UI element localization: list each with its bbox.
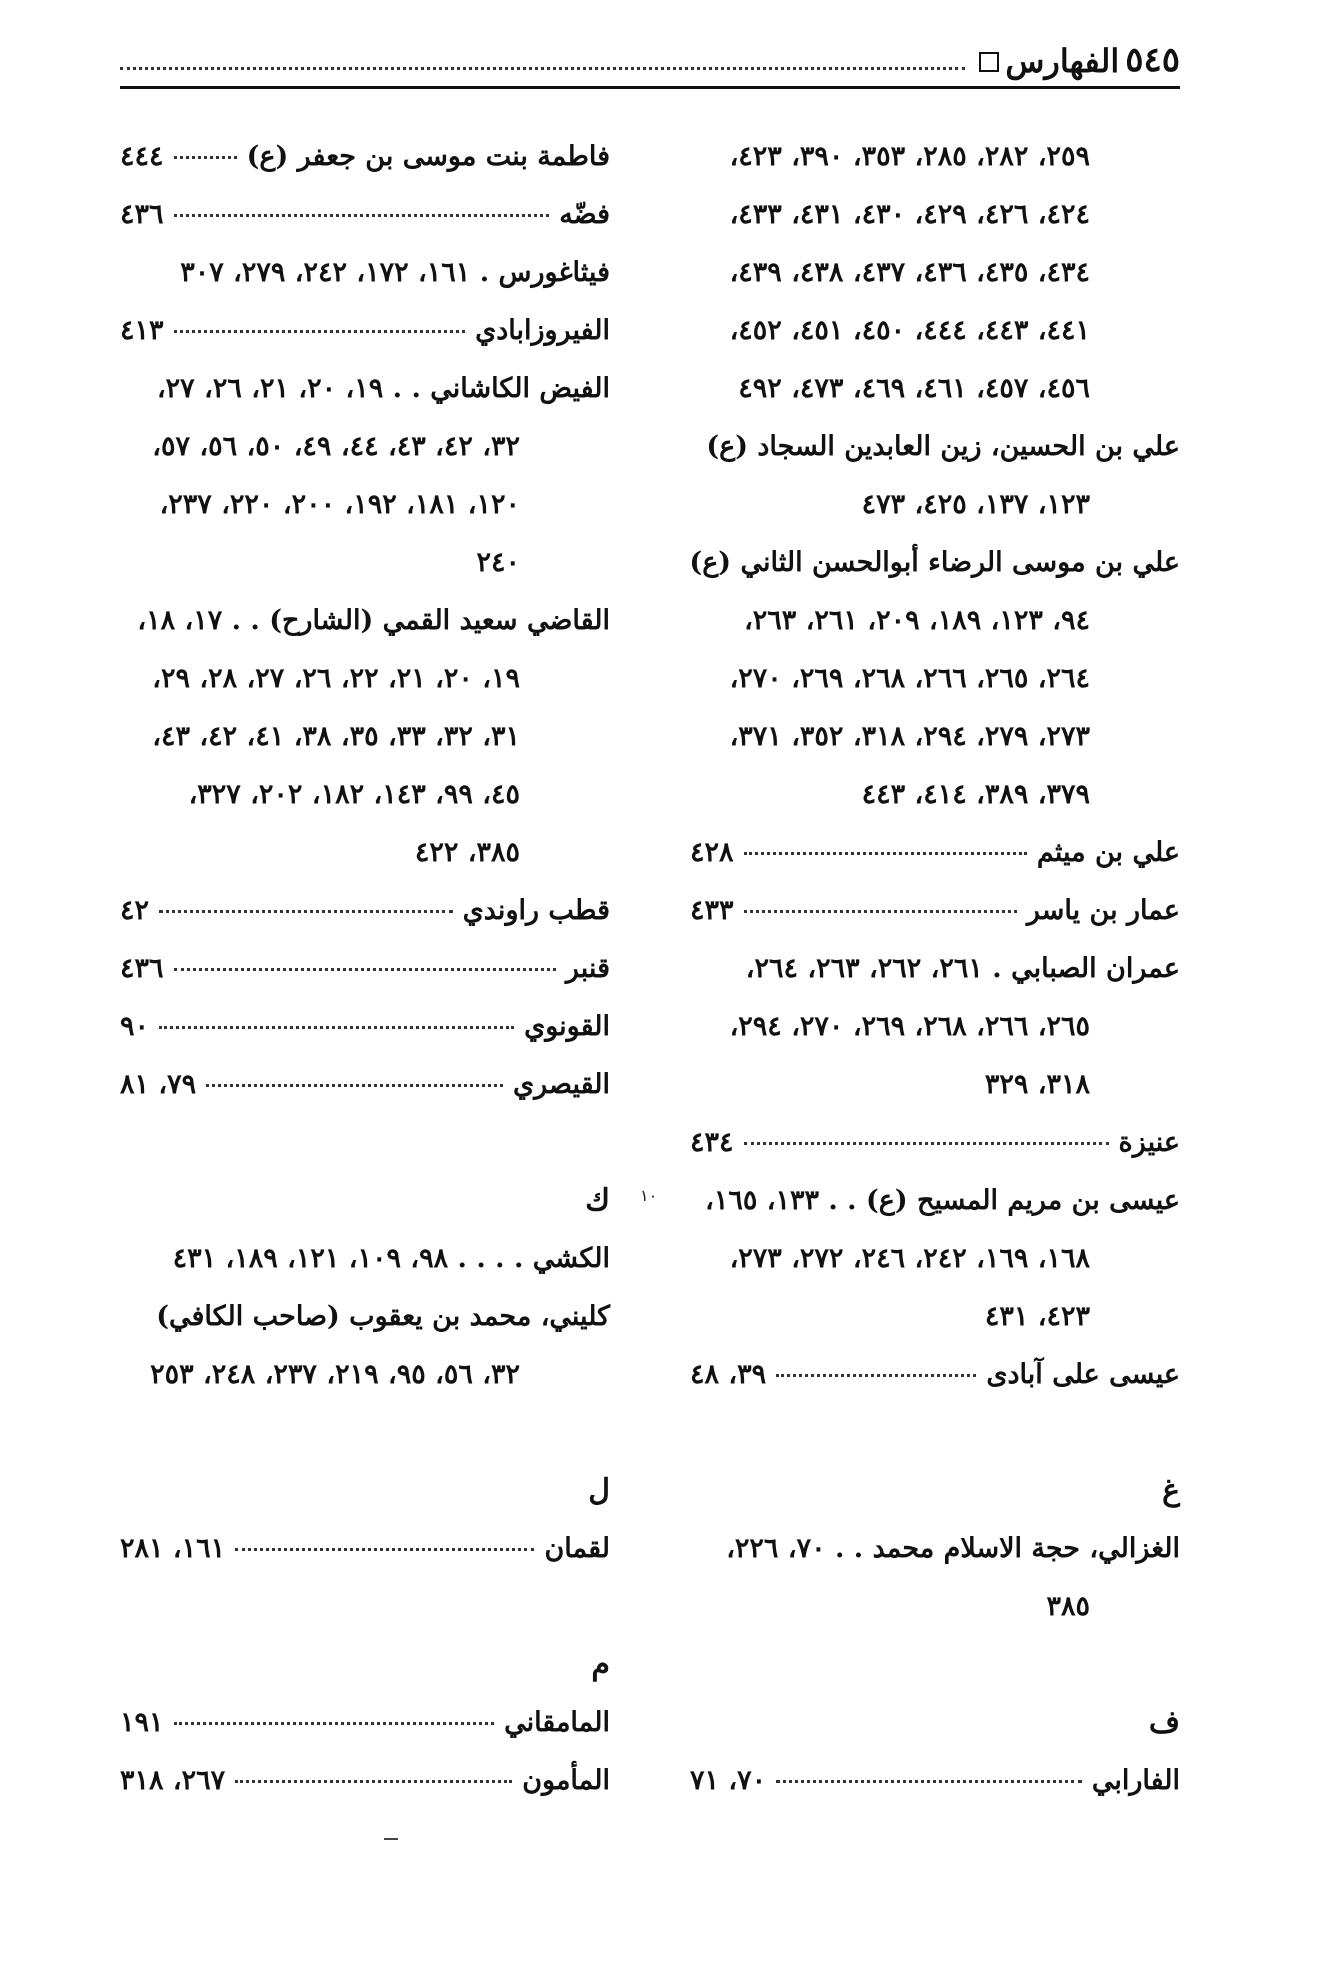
page-refs: ٢٦٥، ٢٦٦، ٢٦٨، ٢٦٩، ٢٧٠، ٢٩٤، (729, 1011, 1090, 1042)
section-gap (120, 1578, 610, 1636)
entry-pages: ٤٢ (120, 895, 150, 926)
page-refs: ٤٥٦، ٤٥٧، ٤٦١، ٤٦٩، ٤٧٣، ٤٩٢ (738, 373, 1090, 404)
letter-heading: ف (1148, 1705, 1180, 1740)
entry-name: فضّه (559, 199, 610, 230)
page-header (120, 36, 1180, 80)
index-entry (690, 1114, 1180, 1172)
entry-text: عمران الصبابي . ٢٦١، ٢٦٢، ٢٦٣، ٢٦٤، (745, 953, 1180, 984)
entry-pages: ٤٢٨ (690, 837, 734, 868)
entry-text: القاضي سعيد القمي (الشارح) . . ١٧، ١٨، (137, 605, 610, 636)
page-refs-continuation (690, 998, 1180, 1056)
page-refs: ٤٤١، ٤٤٣، ٤٤٤، ٤٥٠، ٤٥١، ٤٥٢، (729, 315, 1090, 346)
index-entry-heading (690, 534, 1180, 592)
section-letter (120, 1172, 610, 1230)
page-refs: ١٢٠، ١٨١، ١٩٢، ٢٠٠، ٢٢٠، ٢٣٧، (159, 489, 520, 520)
page-refs-continuation (120, 476, 610, 534)
entry-pages: ٤١٣ (120, 315, 164, 346)
header-leader-dots (120, 66, 965, 70)
entry-text: فيثاغورس . ١٦١، ١٧٢، ٢٤٢، ٢٧٩، ٣٠٧ (180, 257, 610, 288)
entry-name: علي بن الحسين، زين العابدين السجاد (ع) (706, 431, 1180, 462)
leader-dots (744, 1141, 1109, 1145)
entry-pages: ٤٣٦ (120, 199, 164, 230)
index-entry (120, 882, 610, 940)
entry-name: الفارابي (1091, 1765, 1180, 1796)
header-rule (120, 86, 1180, 89)
page-refs-continuation (120, 708, 610, 766)
page-refs-continuation (120, 418, 610, 476)
entry-pages: ١٩١ (120, 1707, 164, 1738)
section-gap (120, 1404, 610, 1462)
page-refs: ٢٦٤، ٢٦٥، ٢٦٦، ٢٦٨، ٢٦٩، ٢٧٠، (729, 663, 1090, 694)
entry-name: المامقاني (504, 1707, 610, 1738)
section-gap (690, 1636, 1180, 1694)
leader-dots (235, 1779, 512, 1783)
index-entry-heading (690, 418, 1180, 476)
index-entry (120, 186, 610, 244)
page-refs: ٣٢، ٤٢، ٤٣، ٤٤، ٤٩، ٥٠، ٥٦، ٥٧، (152, 431, 520, 462)
page-refs-continuation (690, 186, 1180, 244)
letter-heading: م (591, 1647, 610, 1682)
page-refs: ٢٧٣، ٢٧٩، ٢٩٤، ٣١٨، ٣٥٢، ٣٧١، (729, 721, 1090, 752)
section-letter (690, 1694, 1180, 1752)
page-refs-continuation (690, 1578, 1180, 1636)
index-entry (690, 1346, 1180, 1404)
page-refs-continuation (690, 708, 1180, 766)
entry-pages: ٧٩، ٨١ (120, 1069, 197, 1100)
page-refs: ٣١٨، ٣٢٩ (984, 1069, 1090, 1100)
entry-text: الغزالي، حجة الاسلام محمد . . ٧٠، ٢٢٦، (726, 1533, 1180, 1564)
page-refs: ٢٤٠ (476, 547, 520, 578)
box-ornament-icon (979, 52, 999, 72)
entry-name: عيسى على آبادى (986, 1359, 1180, 1390)
entry-text: عيسى بن مريم المسيح (ع) . . ١٣٣، ١٦٥، (705, 1185, 1180, 1216)
entry-name: لقمان (544, 1533, 610, 1564)
entry-name: قطب راوندي (462, 895, 610, 926)
page-refs: ٢٥٩، ٢٨٢، ٢٨٥، ٣٥٣، ٣٩٠، ٤٢٣، (729, 141, 1090, 172)
page-refs: ١٩، ٢٠، ٢١، ٢٢، ٢٦، ٢٧، ٢٨، ٢٩، (152, 663, 520, 694)
page-refs: ٤٣٤، ٤٣٥، ٤٣٦، ٤٣٧، ٤٣٨، ٤٣٩، (729, 257, 1090, 288)
index-entry (120, 1056, 610, 1114)
page-refs-continuation (690, 244, 1180, 302)
page-refs-continuation (120, 824, 610, 882)
page-refs: ٤٥، ٩٩، ١٤٣، ١٨٢، ٢٠٢، ٣٢٧، (188, 779, 520, 810)
entry-name: القيصري (513, 1069, 610, 1100)
index-entry (120, 998, 610, 1056)
index-entry-inline (120, 1230, 610, 1288)
left-column (120, 128, 610, 1810)
index-entry-inline (690, 1520, 1180, 1578)
page-refs-continuation (690, 592, 1180, 650)
index-entry (120, 1694, 610, 1752)
entry-name: الفيروزابادي (475, 315, 610, 346)
page-refs-continuation (690, 650, 1180, 708)
index-entry (690, 882, 1180, 940)
entry-pages: ٤٣٤ (690, 1127, 734, 1158)
page-refs: ٤٢٤، ٤٢٦، ٤٢٩، ٤٣٠، ٤٣١، ٤٣٣، (729, 199, 1090, 230)
index-entry (120, 1520, 610, 1578)
leader-dots (776, 1779, 1082, 1783)
index-entry-inline (120, 360, 610, 418)
index-entry (120, 302, 610, 360)
entry-name: المأمون (522, 1765, 610, 1796)
page-refs-continuation (690, 128, 1180, 186)
page-refs-continuation (120, 650, 610, 708)
page-refs-continuation (690, 1056, 1180, 1114)
index-entry (120, 940, 610, 998)
page-number: ٥٤٥ (1125, 40, 1180, 80)
index-entry-inline (690, 940, 1180, 998)
page-refs-continuation (690, 1288, 1180, 1346)
leader-dots (174, 155, 237, 159)
entry-name: عمار بن ياسر (1026, 895, 1180, 926)
section-letter (120, 1462, 610, 1520)
entry-text: الفيض الكاشاني . . ١٩، ٢٠، ٢١، ٢٦، ٢٧، (156, 373, 610, 404)
page-refs: ١٢٣، ١٣٧، ٤٢٥، ٤٧٣ (861, 489, 1090, 520)
entry-text: الكشي . . . . ٩٨، ١٠٩، ١٢١، ١٨٩، ٤٣١ (172, 1243, 610, 1274)
leader-dots (174, 329, 466, 333)
letter-heading: ك (585, 1183, 610, 1218)
entry-name: علي بن ميثم (1036, 837, 1180, 868)
page-refs-continuation (120, 1346, 610, 1404)
entry-pages: ٢٦٧، ٣١٨ (120, 1765, 226, 1796)
entry-name: عنيزة (1118, 1127, 1180, 1158)
entry-pages: ٤٣٣ (690, 895, 734, 926)
letter-heading: ل (588, 1473, 610, 1508)
letter-heading: غ (1162, 1473, 1180, 1508)
page-refs: ١٦٨، ١٦٩، ٢٤٢، ٢٤٦، ٢٧٢، ٢٧٣، (729, 1243, 1090, 1274)
page-refs: ٤٢٣، ٤٣١ (984, 1301, 1090, 1332)
index-entry (690, 824, 1180, 882)
entry-pages: ٧٠، ٧١ (690, 1765, 767, 1796)
page-refs-continuation (120, 534, 610, 592)
section-gap (120, 1114, 610, 1172)
page-refs: ٣٨٥، ٤٢٢ (414, 837, 520, 868)
leader-dots (159, 1025, 514, 1029)
entry-name: كليني، محمد بن يعقوب (صاحب الكافي) (156, 1301, 610, 1332)
section-gap (690, 1404, 1180, 1462)
page-refs: ٩٤، ١٢٣، ١٨٩، ٢٠٩، ٢٦١، ٢٦٣، (744, 605, 1090, 636)
page-refs-continuation (690, 766, 1180, 824)
leader-dots (174, 967, 556, 971)
page-title: الفهارس (1005, 42, 1120, 80)
index-entry (120, 1752, 610, 1810)
entry-pages: ٩٠ (120, 1011, 150, 1042)
entry-name: فاطمة بنت موسى بن جعفر (ع) (246, 141, 610, 172)
index-entry-heading (120, 1288, 610, 1346)
page-refs: ٣٧٩، ٣٨٩، ٤١٤، ٤٤٣ (861, 779, 1090, 810)
leader-dots (206, 1083, 503, 1087)
leader-dots (235, 1547, 534, 1551)
page-refs-continuation (120, 766, 610, 824)
leader-dots (174, 1721, 495, 1725)
leader-dots (174, 213, 550, 217)
page-refs-continuation (690, 476, 1180, 534)
entry-name: علي بن موسى الرضاء أبوالحسن الثاني (ع) (689, 547, 1180, 578)
page-refs: ٣١، ٣٢، ٣٣، ٣٥، ٣٨، ٤١، ٤٢، ٤٣، (152, 721, 520, 752)
leader-dots (776, 1373, 976, 1377)
index-entry-inline (120, 592, 610, 650)
leader-dots (744, 909, 1017, 913)
index-entry (120, 128, 610, 186)
leader-dots (744, 851, 1027, 855)
page-refs-continuation (690, 1230, 1180, 1288)
right-column (690, 128, 1180, 1810)
index-entry-inline (690, 1172, 1180, 1230)
line-number-marker: ١٠ (640, 1186, 658, 1205)
page-refs: ٣٢، ٥٦، ٩٥، ٢١٩، ٢٣٧، ٢٤٨، ٢٥٣ (150, 1359, 520, 1390)
entry-pages: ٤٤٤ (120, 141, 164, 172)
leader-dots (159, 909, 453, 913)
page-refs-continuation (690, 360, 1180, 418)
index-entry (690, 1752, 1180, 1810)
entry-pages: ٤٣٦ (120, 953, 164, 984)
entry-pages: ٣٩، ٤٨ (690, 1359, 767, 1390)
entry-name: القونوي (524, 1011, 610, 1042)
footer-mark (384, 1838, 398, 1840)
entry-pages: ١٦١، ٢٨١ (120, 1533, 226, 1564)
section-letter (690, 1462, 1180, 1520)
page-refs: ٣٨٥ (1046, 1591, 1090, 1622)
section-letter (120, 1636, 610, 1694)
entry-name: قنبر (565, 953, 610, 984)
page-refs-continuation (690, 302, 1180, 360)
index-entry-inline (120, 244, 610, 302)
